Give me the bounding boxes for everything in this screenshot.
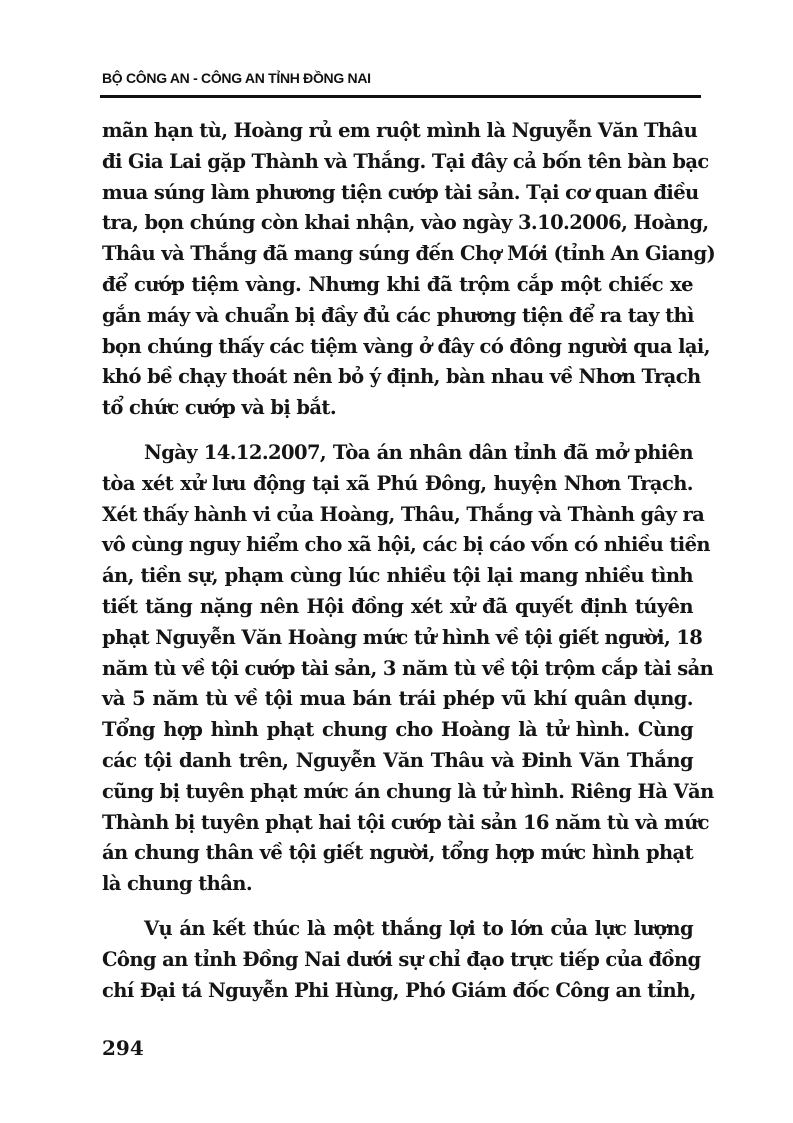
text-line: vô cùng nguy hiểm cho xã hội, các bị cáo vốn có nhiều tiền [102, 533, 710, 557]
text-line: Xét thấy hành vi của Hoàng, Thâu, Thắng và Thành gây ra [102, 502, 705, 526]
text-line: tra, bọn chúng còn khai nhận, vào ngày 3.10.2006, Hoàng, [102, 211, 709, 235]
text-line: tòa xét xử lưu động tại xã Phú Đông, huyện Nhơn Trạch. [102, 471, 693, 495]
paragraph [102, 116, 716, 424]
text-line: Tổng hợp hình phạt chung cho Hoàng là tử hình. Cùng [102, 718, 693, 742]
text-line: đi Gia Lai gặp Thành và Thắng. Tại đây cả bốn tên bàn bạc [102, 149, 709, 173]
text-line: là chung thân. [102, 872, 253, 896]
text-line: Thành bị tuyên phạt hai tội cướp tài sản 16 năm tù và mức [102, 810, 709, 834]
text-line: khó bề chạy thoát nên bỏ ý định, bàn nhau về Nhơn Trạch [102, 365, 701, 389]
text-line: cũng bị tuyên phạt mức án chung là tử hình. Riêng Hà Văn [102, 779, 714, 803]
text-line: và 5 năm tù về tội mua bán trái phép vũ khí quân dụng. [102, 687, 693, 711]
text-line: Ngày 14.12.2007, Tòa án nhân dân tỉnh đã mở phiên [144, 440, 693, 464]
text-line: mãn hạn tù, Hoàng rủ em ruột mình là Nguyễn Văn Thâu [102, 119, 698, 142]
text-line: gắn máy và chuẩn bị đầy đủ các phương tiện để ra tay thì [102, 303, 694, 327]
paragraph [102, 914, 701, 1006]
body-text [102, 116, 716, 1006]
text-line: Vụ án kết thúc là một thắng lợi to lớn của lực lượng [144, 916, 693, 940]
text-line: các tội danh trên, Nguyễn Văn Thâu và Đinh Văn Thắng [102, 748, 693, 772]
text-line: phạt Nguyễn Văn Hoàng mức tử hình về tội giết người, 18 [102, 625, 703, 649]
text-line: để cướp tiệm vàng. Nhưng khi đã trộm cắp một chiếc xe [102, 272, 693, 296]
text-line: mua súng làm phương tiện cướp tài sản. Tại cơ quan điều [102, 180, 699, 204]
text-line: án, tiền sự, phạm cùng lúc nhiều tội lại mang nhiều tình [102, 564, 693, 588]
text-line: tiết tăng nặng nên Hội đồng xét xử đã quyết định túyên [102, 594, 693, 618]
text-line: Thâu và Thắng đã mang súng đến Chợ Mới (tỉnh An Giang) [102, 242, 716, 266]
text-line: chí Đại tá Nguyễn Phi Hùng, Phó Giám đốc Công an tỉnh, [102, 978, 696, 1002]
text-line: án chung thân về tội giết người, tổng hợp mức hình phạt [102, 841, 693, 865]
text-line: bọn chúng thấy các tiệm vàng ở đây có đông người qua lại, [102, 334, 710, 358]
page-number: 294 [102, 1036, 144, 1060]
text-line: Công an tỉnh Đồng Nai dưới sự chỉ đạo trực tiếp của đồng [102, 947, 701, 971]
text-line: tổ chức cướp và bị bắt. [102, 396, 337, 420]
paragraph [102, 438, 714, 900]
header-rule [100, 95, 701, 98]
running-header: BỘ CÔNG AN - CÔNG AN TỈNH ĐỒNG NAI [102, 70, 371, 86]
text-line: năm tù về tội cướp tài sản, 3 năm tù về tội trộm cắp tài sản [102, 656, 714, 680]
